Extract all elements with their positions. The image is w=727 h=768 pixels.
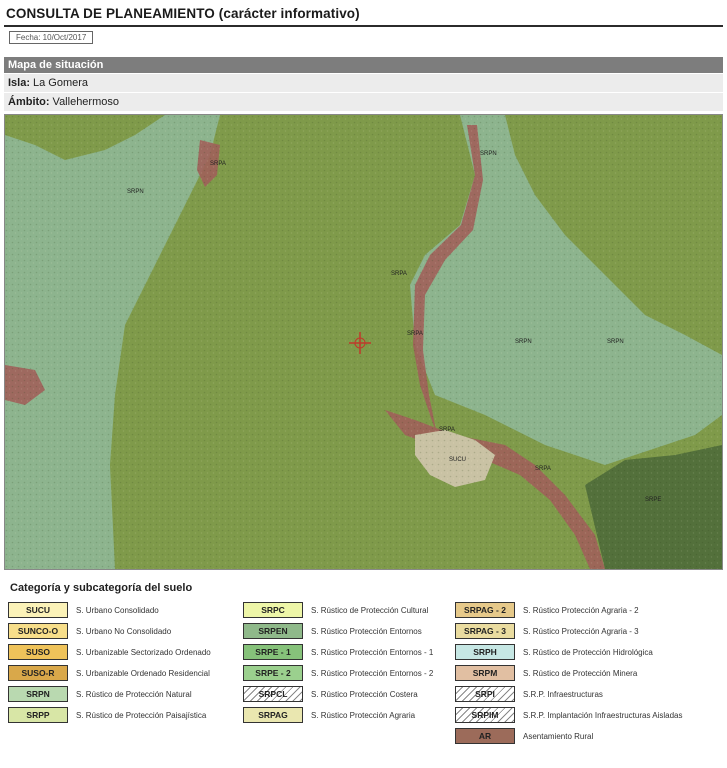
legend-label: S. Rústico de Protección Hidrológica	[523, 647, 653, 657]
legend-item	[8, 642, 211, 662]
legend-swatch: SRPC	[243, 602, 303, 618]
legend-label: S. Rústico de Protección Minera	[523, 668, 638, 678]
ambito-row	[4, 93, 723, 111]
legend-swatch: SUCU	[8, 602, 68, 618]
map-label: SRPA	[391, 271, 407, 277]
legend-swatch: SRPM	[455, 665, 515, 681]
legend-label: S. Rústico de Protección Cultural	[311, 605, 429, 615]
legend-item	[243, 684, 418, 704]
legend-item	[455, 726, 593, 746]
legend-item	[8, 684, 192, 704]
legend-label: S. Rústico Protección Agraria	[311, 710, 416, 720]
legend-item	[455, 705, 683, 725]
map-label: SRPN	[607, 339, 624, 345]
map-label: SRPA	[535, 466, 551, 472]
map-label: SRPA	[407, 331, 423, 337]
legend-swatch: SUSO	[8, 644, 68, 660]
legend-label: S. Urbano Consolidado	[76, 605, 159, 615]
legend-item	[455, 663, 637, 683]
legend-item	[243, 642, 433, 662]
legend-item	[243, 621, 422, 641]
isla-row	[4, 74, 723, 92]
legend-item	[8, 705, 206, 725]
map-label: SRPN	[127, 189, 144, 195]
legend-swatch: SRPI	[455, 686, 515, 702]
legend-swatch: SRPCL	[243, 686, 303, 702]
legend-item	[8, 663, 210, 683]
legend-label: S. Rústico Protección Agraria - 3	[523, 626, 639, 636]
legend-label: S. Rústico de Protección Natural	[76, 689, 192, 699]
planning-map[interactable]	[4, 114, 723, 570]
legend-label: S. Urbano No Consolidado	[76, 626, 172, 636]
legend-item	[243, 663, 433, 683]
legend-swatch: SUNCO-O	[8, 623, 68, 639]
legend-label: S. Rústico de Protección Paisajística	[76, 710, 207, 720]
map-label: SUCU	[449, 457, 467, 463]
isla-value: La Gomera	[33, 77, 89, 89]
map-label: SRPE	[645, 497, 662, 503]
legend-label: S.R.P. Infraestructuras	[523, 689, 603, 699]
legend-item	[243, 600, 428, 620]
legend-swatch: SRPIM	[455, 707, 515, 723]
legend-swatch: AR	[455, 728, 515, 744]
legend-item	[243, 705, 415, 725]
legend-label: Asentamiento Rural	[523, 731, 594, 741]
map-label: SRPA	[439, 427, 455, 433]
legend-label: S. Rústico Protección Agraria - 2	[523, 605, 639, 615]
legend-swatch: SRPH	[455, 644, 515, 660]
legend-label: S. Rústico Protección Entornos - 2	[311, 668, 434, 678]
page-title: CONSULTA DE PLANEAMIENTO (carácter informativo)	[6, 6, 360, 21]
legend-label: S. Rústico Protección Costera	[311, 689, 418, 699]
legend-swatch: SUSO-R	[8, 665, 68, 681]
isla-label: Isla:	[8, 77, 31, 89]
legend-title: Categoría y subcategoría del suelo	[10, 582, 193, 594]
legend-swatch: SRPE - 1	[243, 644, 303, 660]
legend-swatch: SRPN	[8, 686, 68, 702]
legend-label: S. Rústico Protección Entornos	[311, 626, 422, 636]
legend-swatch: SRPE - 2	[243, 665, 303, 681]
section-header: Mapa de situación	[4, 57, 723, 73]
legend-label: S. Urbanizable Sectorizado Ordenado	[76, 647, 211, 657]
map-canvas[interactable]	[5, 115, 722, 569]
legend-item	[455, 621, 639, 641]
legend-swatch: SRPEN	[243, 623, 303, 639]
ambito-value: Vallehermoso	[52, 96, 119, 108]
map-label: SRPN	[515, 339, 532, 345]
legend-swatch: SRPAG	[243, 707, 303, 723]
legend-label: S. Urbanizable Ordenado Residencial	[76, 668, 210, 678]
legend-swatch: SRPAG - 2	[455, 602, 515, 618]
date-stamp: Fecha: 10/Oct/2017	[9, 31, 93, 44]
legend-item	[455, 684, 603, 704]
map-label: SRPA	[210, 161, 226, 167]
legend-item	[455, 600, 639, 620]
ambito-label: Ámbito:	[8, 96, 50, 108]
legend-item	[8, 600, 159, 620]
legend-label: S. Rústico Protección Entornos - 1	[311, 647, 434, 657]
title-divider	[4, 25, 723, 27]
legend-label: S.R.P. Implantación Infraestructuras Aisladas	[523, 710, 683, 720]
legend-swatch: SRPAG - 3	[455, 623, 515, 639]
legend-item	[455, 642, 653, 662]
map-label: SRPN	[480, 151, 497, 157]
legend-item	[8, 621, 171, 641]
legend-swatch: SRPP	[8, 707, 68, 723]
